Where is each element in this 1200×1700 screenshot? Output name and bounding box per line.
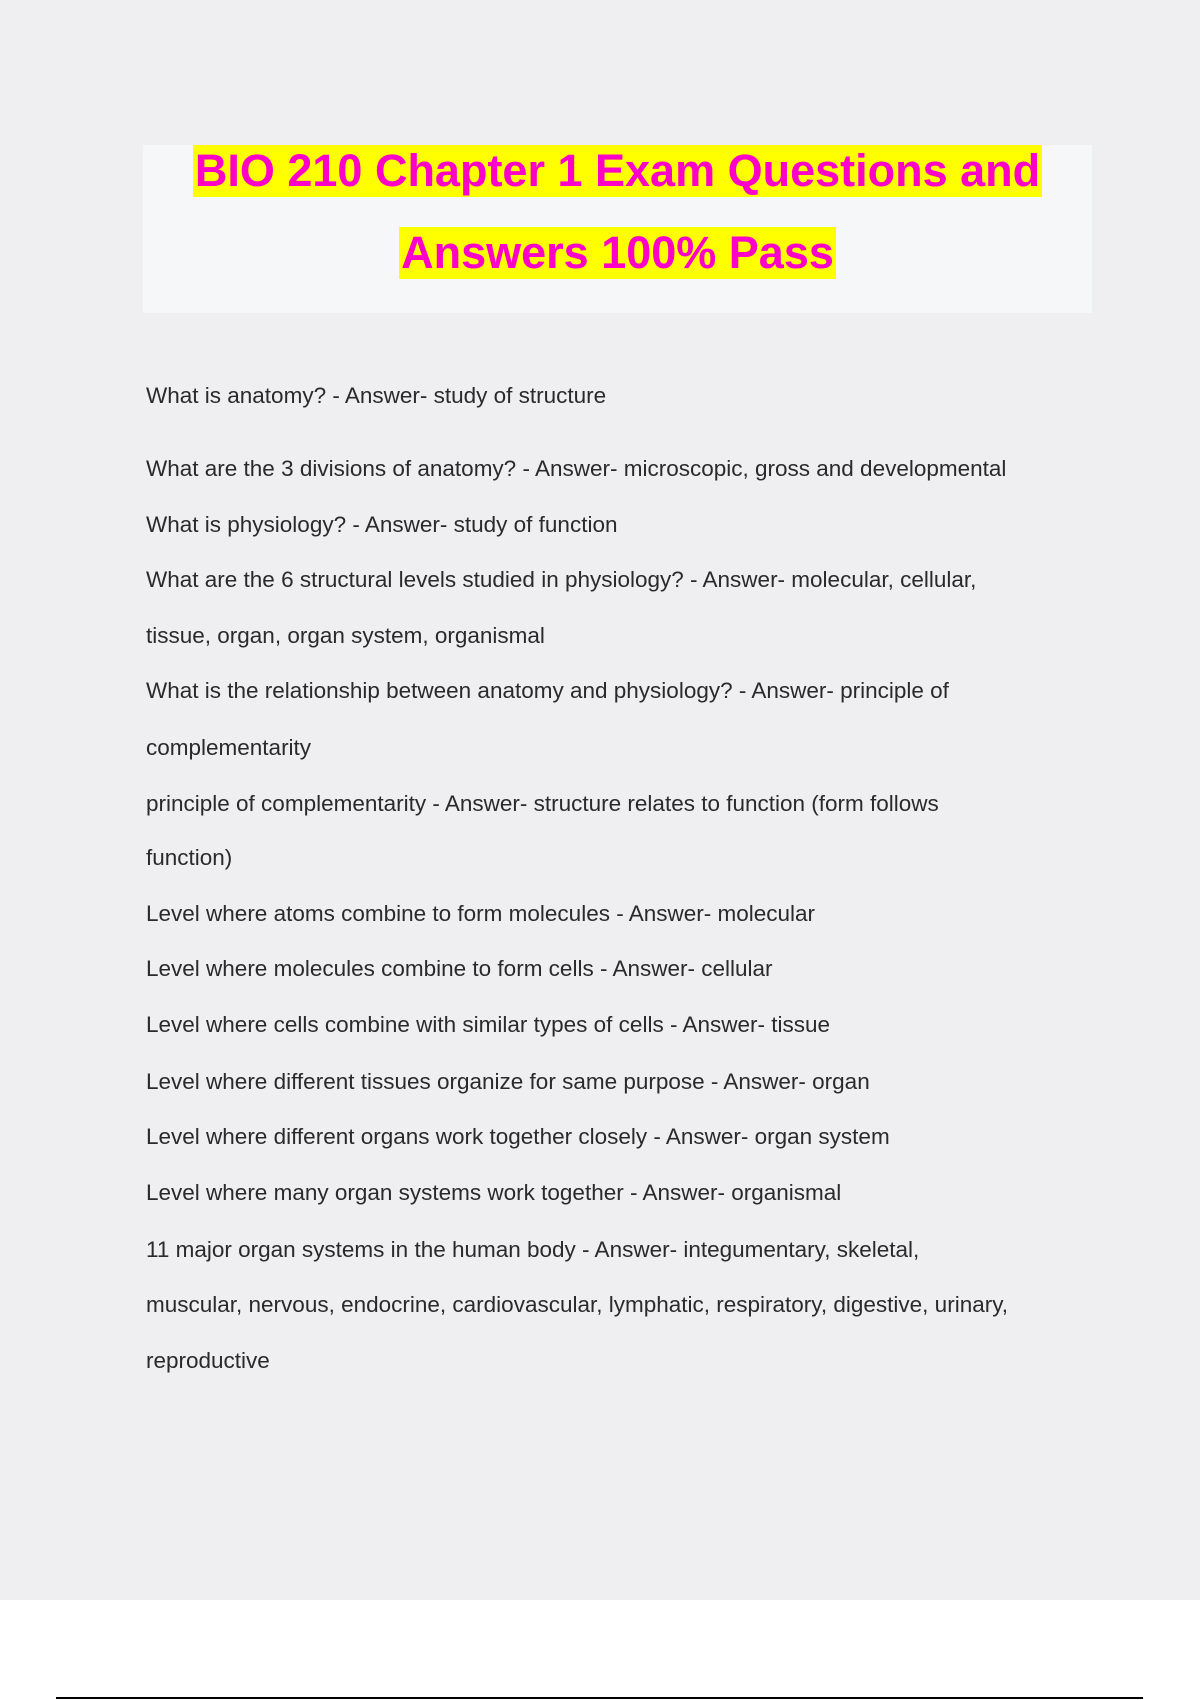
qa-line: reproductive <box>146 1348 270 1373</box>
qa-line: complementarity <box>146 735 312 760</box>
qa-line: What are the 6 structural levels studied in physiology? - Answer- molecular, cellular, <box>146 567 977 592</box>
qa-line: What are the 3 divisions of anatomy? - Answer- microscopic, gross and developmental <box>146 456 1007 481</box>
qa-line: Level where many organ systems work together - Answer- organismal <box>146 1180 842 1205</box>
qa-line: Level where different organs work together closely - Answer- organ system <box>146 1124 890 1149</box>
qa-line: muscular, nervous, endocrine, cardiovascular, lymphatic, respiratory, digestive, urinary, <box>146 1292 1009 1317</box>
qa-line: tissue, organ, organ system, organismal <box>146 623 545 648</box>
title-row-2 <box>143 227 1092 279</box>
qa-line: function) <box>146 845 233 870</box>
bottom-divider <box>56 1697 1143 1699</box>
qa-line: Level where different tissues organize for same purpose - Answer- organ <box>146 1069 870 1094</box>
qa-line: What is anatomy? - Answer- study of structure <box>146 383 607 408</box>
title-block <box>143 145 1092 313</box>
qa-line: principle of complementarity - Answer- structure relates to function (form follows <box>146 791 939 816</box>
qa-line: 11 major organ systems in the human body - Answer- integumentary, skeletal, <box>146 1237 920 1262</box>
qa-line: What is physiology? - Answer- study of function <box>146 512 618 537</box>
qa-line: Level where atoms combine to form molecules - Answer- molecular <box>146 901 816 926</box>
qa-line: What is the relationship between anatomy and physiology? - Answer- principle of <box>146 678 949 703</box>
document-title-line-1: BIO 210 Chapter 1 Exam Questions and <box>194 145 1041 196</box>
qa-line: Level where cells combine with similar types of cells - Answer- tissue <box>146 1012 830 1037</box>
document-title-line-2: Answers 100% Pass <box>401 227 834 278</box>
title-row-1 <box>143 145 1092 197</box>
qa-line: Level where molecules combine to form cells - Answer- cellular <box>146 956 773 981</box>
